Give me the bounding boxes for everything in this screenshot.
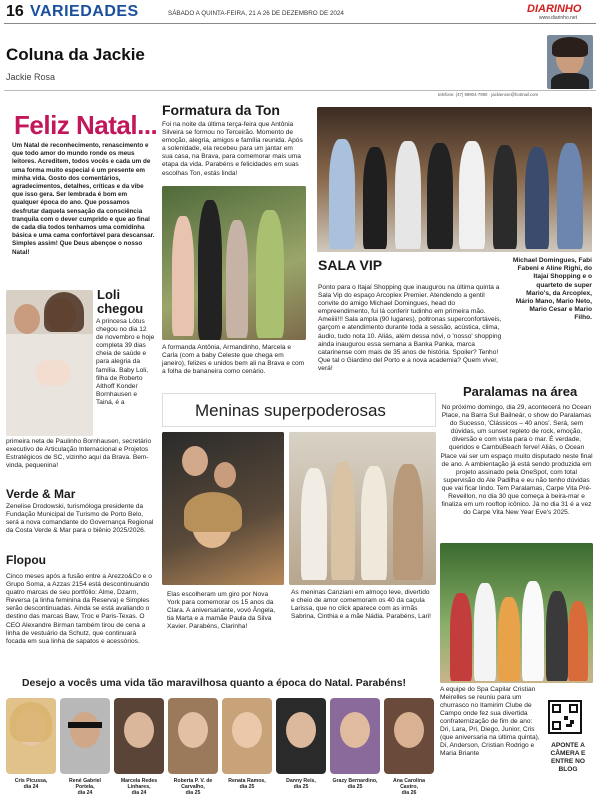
meninas-title: Meninas superpoderosas bbox=[195, 401, 386, 420]
sala-vip-text: Ponto para o Itajaí Shopping que inaugurou na última quinta a Sala Vip do espaço Arcoplex Premier. Atendendo a gentil convite do amigo Michael Domingues, head do empreendimento, fui lá conferir tudinho em primeira mão. Ameiiii!!! Sala ampla (90 lugares), poltronas superconfortáveis, garçom e atendimento durante toda a sessão, acústica, clima, áudio, tudo nota 10. Aliás, além dessa nóvi, o 'nosso' shopping ainda inaugurou essa semana a Banka Panka, marca catarinense com mais de 35 anos de história. Spoiler? Tenho! Que tal o Giardino del Porto e a nova academia? Quem viver, verá! bbox=[318, 284, 502, 372]
newspaper-logo: DIARINHO bbox=[527, 3, 582, 15]
spa-photo bbox=[440, 543, 593, 683]
qr-code[interactable] bbox=[548, 700, 582, 734]
loli-photo bbox=[6, 290, 93, 436]
birthday-name: Grazy Bernardino, dia 25 bbox=[332, 778, 378, 791]
birthday-photo bbox=[276, 698, 326, 774]
spa-caption: A equipe do Spa Capilar Cristian Meirelles se reuniu para um churrasco no Itamirim Clube de Campo onde fez sua divertida confraternização de fim de ano: Dri, Lara, Pri, Diego, Junior, Cris (que aniversaria na última quinta), Di, Anderson, Cristian Rodrigo e Maria Briante bbox=[440, 686, 540, 757]
meninas-title-box bbox=[162, 393, 436, 427]
flopou-text: Cinco meses após a fusão entre a Arezzo&Co e o Grupo Soma, a Azzas 2154 está descontinuando quatro marcas de seu portfólio: Alme, Dzarm, Reversa (a linha feminina da Reserva) e Simples serão descontinuadas. Ainda se está avaliando o destino das marcas Baw, Troc e Paris-Texas. O CEO Alexandre Birman também tirou de cena a linha de vestuário da Schutz, que continuará focada em sua linha de sapatos e acessórios. bbox=[6, 573, 152, 645]
sala-vip-photo bbox=[317, 107, 592, 252]
birthday-name: René Gabriel Portela, dia 24 bbox=[68, 778, 101, 797]
birthday-photo bbox=[168, 698, 218, 774]
author-photo bbox=[547, 35, 593, 89]
birthday-photo bbox=[222, 698, 272, 774]
header-rule bbox=[4, 23, 596, 24]
paralamas-title: Paralamas na área bbox=[463, 384, 578, 399]
birthday-name: Roberta P. V. de Carvalho, dia 25 bbox=[173, 778, 213, 797]
column-author: Jackie Rosa bbox=[6, 72, 56, 82]
verde-mar-text: Zenelise Drodowski, turismóloga presidente da Fundação Municipal de Turismo de Porto Belo, será a nova comandante do Governança Regional da Costa Verde & Mar para o biênio 2025/2026. bbox=[6, 503, 154, 535]
birthday-photo bbox=[384, 698, 434, 774]
birthday-photo bbox=[6, 698, 56, 774]
formatura-title: Formatura da Ton bbox=[162, 102, 280, 118]
title-rule bbox=[4, 90, 596, 91]
qr-label: APONTE A CÂMERA E ENTRE NO BLOG bbox=[550, 742, 586, 773]
natal-title: Feliz Natal... bbox=[14, 110, 158, 140]
natal-text: Um Natal de reconhecimento, renascimento e que todo amor do mundo ronde os meus leitores. Acreditem, todos vocês e cada um de uma forma muito especial é um presente em minha vida. Gosto dos comentários, agradecimentos, detalhes, críticas e da vibe que isso gera. Ser lembrada é bom em qualquer época do ano. Que possamos desfrutar daquela sensação da consciência tranquila com o dever cumprido e que ao final de cada dia todos tenhamos uma comidinha básica e uma cama confortável para descansar. Simples assim! Que Deus abençoe o nosso Natal! bbox=[12, 142, 155, 256]
formatura-text: Foi na noite da última terça-feira que Antônia Silveira se formou no Terceirão. Momento de emoção, alegria, amigos e família reunida. Após a solenidade, ela recebeu para um jantar em sua casa, na Brava, para comemorar mais uma etapa da vida. Parabéns e felicidades em suas escolhas Ton, estás linda! bbox=[162, 121, 303, 177]
loli-text-a: A princesa Lótus chegou no dia 12 de novembro e hoje completa 39 dias cheia de saúde e para alegria da família. Baby Loli, filha de Roberto Althoff Konder Bornhausen e Tainá, é a bbox=[96, 318, 155, 406]
birthday-name: Ana Carolina Castro, dia 26 bbox=[393, 778, 425, 797]
page-header bbox=[0, 0, 600, 25]
birthday-name: Renata Ramos, dia 25 bbox=[228, 778, 266, 791]
contact-info: telefone: (47) 99904-7990 · jackierose@hotmail.com bbox=[438, 92, 539, 97]
meninas-photo-left bbox=[162, 432, 284, 585]
flopou-title: Flopou bbox=[6, 553, 46, 567]
birthday-headline: Desejo a vocês uma vida tão maravilhosa quanto a época do Natal. Parabéns! bbox=[22, 678, 407, 689]
loli-title: Loli chegou bbox=[97, 287, 144, 316]
birthday-name: Cris Picussa, dia 24 bbox=[14, 778, 48, 791]
sala-vip-side-text: Michael Domingues, Fabi Fabeni e Aline Righi, do Itajaí Shopping e o quarteto de super Mario's, da Arcoplex, Mário Mano, Mario Neto, Mario Cesar e Mario Filho. bbox=[512, 257, 592, 322]
birthday-name: Marcela Redes Linhares, dia 24 bbox=[120, 778, 158, 797]
birthday-photo bbox=[330, 698, 380, 774]
birthday-photo bbox=[60, 698, 110, 774]
birthday-name: Danny Reis, dia 25 bbox=[286, 778, 316, 791]
meninas-photo-right bbox=[289, 432, 436, 585]
sala-vip-title: SALA VIP bbox=[318, 257, 383, 273]
paralamas-text: No próximo domingo, dia 29, acontecerá no Ocean Place, na Barra Sul Bailneár, o show do Paralamas do Sucesso, 'Clássicos – 40 anos'. Será, sem dúvidas, um sunset repleto de rock, emoção, diversão e com vista para o mar. É verdade, queridos e CambúBeach ferve! Aliás, o Ocean Place vai ser um espaço muito disputado neste final de ano. A ambientação já está sendo produzida em projeto assinado pela OneSpot, com total supervisão do Ale Padilha e eu não tenho dúvidas que vai ficar lindo. Tem Paralamas, Carpe Vita Pré-Reveillon, no dia 30 que começa à beira-mar e finaliza em um rooftop icônico. Já no dia 31 é a vez do Carpe Vita New Year Eve's 2025. bbox=[440, 404, 593, 517]
formatura-caption: A formanda Antônia, Armandinho, Marcela e Carla (com a baby Celeste que chega em janeiro), felizes e unidos bem ali na Brava e com a folha de bananeira como cenário. bbox=[162, 344, 305, 375]
newspaper-url: www.diarinho.net bbox=[539, 15, 578, 21]
meninas-caption-right: As meninas Canziani em almoço leve, divertido e cheio de amor comemoram os 40 da caçula Larissa, que no click aparece com as irmãs Sabrina, Cinthia e a mãe Nádia. Parabéns, Lari! bbox=[291, 589, 432, 620]
formatura-photo bbox=[162, 186, 306, 340]
birthday-photo bbox=[114, 698, 164, 774]
meninas-caption-left: Elas escolheram um giro por Nova York para comemorar os 15 anos da Clara. A aniversariante, vovó Ângela, tia Marta e a mamãe Paula da Silva Xavier. Parabéns, Clarinha! bbox=[167, 591, 276, 630]
verde-mar-title: Verde & Mar bbox=[6, 487, 76, 501]
birthday-row bbox=[6, 696, 436, 800]
column-title: Coluna da Jackie bbox=[6, 45, 145, 64]
page-number: 16 bbox=[6, 3, 24, 20]
loli-text-b: primeira neta de Paulinho Bornhausen, secretário executivo de Articulação Internacional e Projetos Estratégicos de SC, vizinho aqui da Brava. Bem-vinda, pequenina! bbox=[6, 438, 152, 470]
issue-date: SÁBADO A QUINTA-FEIRA, 21 A 26 DE DEZEMBRO DE 2024 bbox=[168, 10, 344, 17]
section-name: VARIEDADES bbox=[30, 3, 139, 20]
